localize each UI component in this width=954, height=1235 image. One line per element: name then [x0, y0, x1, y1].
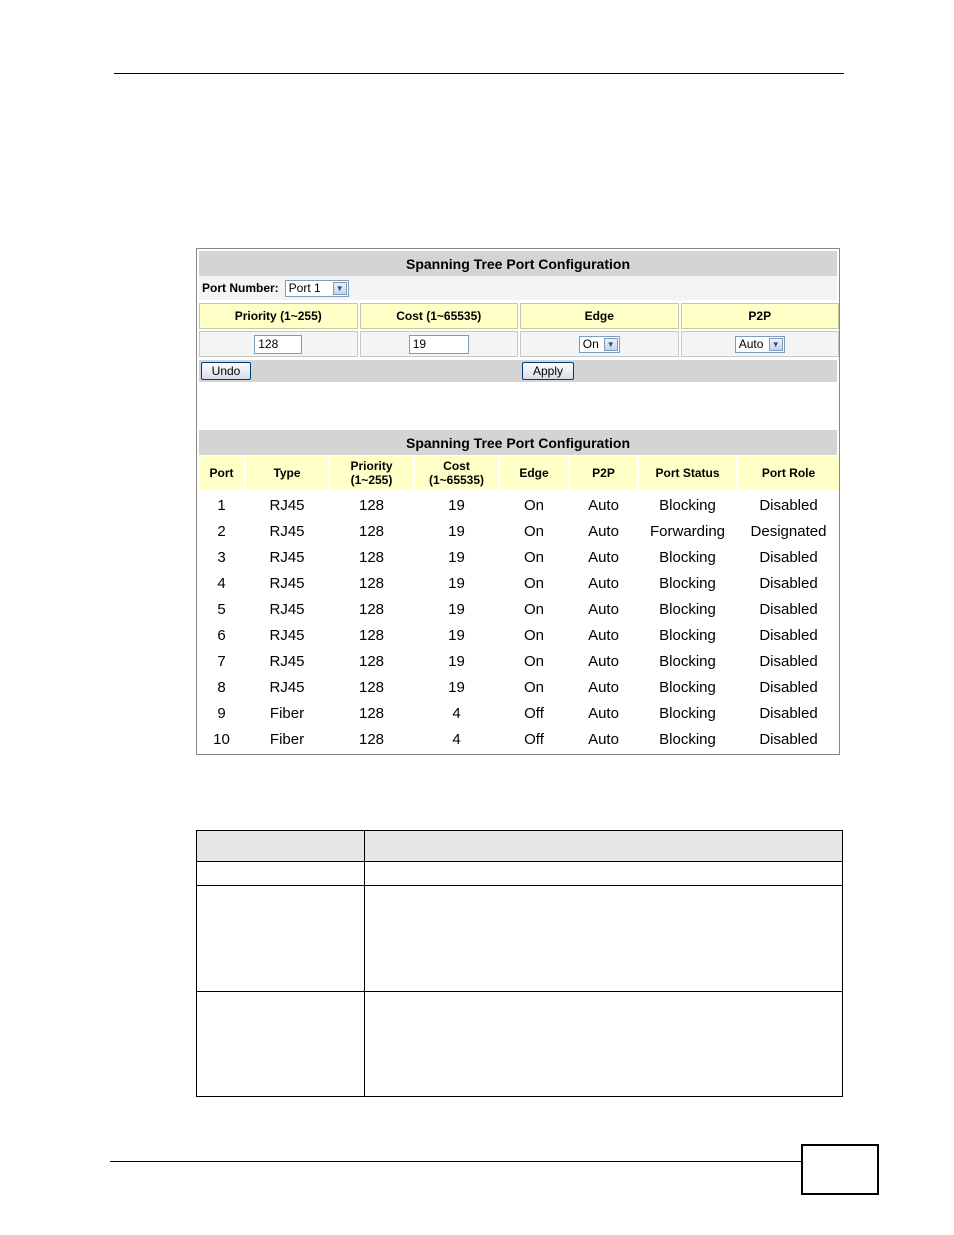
table-row [199, 727, 839, 753]
port-cell: 9 [217, 705, 226, 723]
undo-button[interactable]: Undo [201, 362, 251, 380]
status-table-body [199, 492, 839, 753]
edge-cell: On [523, 548, 544, 566]
cost-input[interactable]: 19 [409, 335, 469, 354]
edge-header: Edge [520, 303, 679, 329]
cost-cell: 19 [448, 548, 465, 566]
type-cell: Fiber [269, 705, 305, 723]
port-role-cell: Designated [750, 522, 827, 540]
port-status-cell: Blocking [659, 679, 716, 697]
edge-cell: On [523, 600, 544, 618]
port-status-cell: Blocking [659, 653, 716, 671]
stp-port-config-panel [196, 248, 840, 755]
edge-select[interactable] [579, 336, 620, 353]
type-cell: RJ45 [269, 600, 305, 618]
edge-cell: On [523, 653, 544, 671]
table-row [199, 701, 839, 727]
port-role-cell: Disabled [759, 705, 818, 723]
table-row [199, 570, 839, 596]
priority-cell: 128 [358, 574, 385, 592]
description-table-row [197, 886, 842, 992]
cost-cell [360, 331, 519, 357]
p2p-cell: Auto [588, 574, 619, 592]
port-cell: 7 [217, 653, 226, 671]
table-row [199, 675, 839, 701]
p2p-cell: Auto [588, 653, 619, 671]
p2p-cell: Auto [588, 496, 619, 514]
port-status-cell: Blocking [659, 600, 716, 618]
p2p-cell: Auto [588, 522, 619, 540]
port-role-cell: Disabled [759, 679, 818, 697]
cost-cell: 19 [448, 522, 465, 540]
table-row [199, 649, 839, 675]
page-number-box [801, 1144, 879, 1195]
type-cell: RJ45 [269, 653, 305, 671]
description-table-row [197, 992, 842, 1096]
port-number-select[interactable] [285, 280, 349, 297]
type-cell: RJ45 [269, 522, 305, 540]
chevron-down-icon: ▼ [333, 282, 347, 295]
description-table-row [197, 862, 842, 886]
description-table-column-divider [364, 831, 365, 1096]
top-rule [114, 73, 844, 74]
status-section-title: Spanning Tree Port Configuration [199, 430, 837, 455]
p2p-select[interactable] [735, 336, 785, 353]
edge-cell: Off [524, 731, 544, 749]
port-cell: 5 [217, 600, 226, 618]
port-status-cell: Blocking [659, 548, 716, 566]
table-row [199, 622, 839, 648]
type-cell: RJ45 [269, 679, 305, 697]
table-row [199, 544, 839, 570]
port-role-cell: Disabled [759, 653, 818, 671]
cost-col-header: Cost (1~65535) [415, 456, 498, 490]
cost-cell: 19 [448, 627, 465, 645]
port-status-cell: Blocking [659, 496, 716, 514]
status-header-row [199, 456, 839, 490]
port-col-header: Port [199, 456, 244, 490]
p2p-cell: Auto [588, 548, 619, 566]
priority-cell: 128 [358, 705, 385, 723]
cost-cell: 19 [448, 496, 465, 514]
table-row [199, 492, 839, 518]
port-role-cell: Disabled [759, 731, 818, 749]
p2p-cell: Auto [588, 731, 619, 749]
description-table-header [197, 831, 842, 862]
edge-cell: On [523, 574, 544, 592]
priority-cell: 128 [358, 600, 385, 618]
p2p-cell: Auto [588, 679, 619, 697]
port-number-value: Port 1 [288, 281, 321, 295]
port-cell: 10 [213, 731, 230, 749]
port-cell: 2 [217, 522, 226, 540]
priority-cell: 128 [358, 548, 385, 566]
edge-cell: On [523, 496, 544, 514]
edge-cell: Off [524, 705, 544, 723]
p2p-cell [681, 331, 840, 357]
priority-cell: 128 [358, 522, 385, 540]
type-cell: RJ45 [269, 496, 305, 514]
priority-cell: 128 [358, 653, 385, 671]
p2p-cell: Auto [588, 600, 619, 618]
priority-col-header: Priority (1~255) [330, 456, 413, 490]
port-cell: 6 [217, 627, 226, 645]
port-cell: 1 [217, 496, 226, 514]
port-role-cell: Disabled [759, 574, 818, 592]
type-cell: Fiber [269, 731, 305, 749]
priority-cell: 128 [358, 496, 385, 514]
chevron-down-icon: ▼ [604, 338, 618, 351]
type-col-header: Type [246, 456, 328, 490]
config-header-row [199, 303, 839, 329]
cost-cell: 19 [448, 574, 465, 592]
cost-cell: 4 [452, 731, 461, 749]
config-value-row [199, 331, 839, 357]
port-role-cell: Disabled [759, 496, 818, 514]
edge-cell: On [523, 679, 544, 697]
port-role-cell: Disabled [759, 627, 818, 645]
edge-cell: On [523, 522, 544, 540]
edge-col-header: Edge [500, 456, 568, 490]
description-table [196, 830, 843, 1097]
button-bar [199, 360, 837, 382]
port-status-cell: Blocking [659, 574, 716, 592]
type-cell: RJ45 [269, 574, 305, 592]
priority-cell: 128 [358, 679, 385, 697]
bottom-rule [110, 1161, 802, 1162]
port-role-cell: Disabled [759, 600, 818, 618]
config-section-title: Spanning Tree Port Configuration [199, 251, 837, 276]
cost-cell: 4 [452, 705, 461, 723]
priority-header: Priority (1~255) [199, 303, 358, 329]
apply-button[interactable]: Apply [522, 362, 574, 380]
port-cell: 8 [217, 679, 226, 697]
port-status-cell: Blocking [659, 705, 716, 723]
type-cell: RJ45 [269, 548, 305, 566]
port-role-col-header: Port Role [738, 456, 839, 490]
port-status-cell: Blocking [659, 731, 716, 749]
type-cell: RJ45 [269, 627, 305, 645]
port-status-cell: Blocking [659, 627, 716, 645]
edge-cell: On [523, 627, 544, 645]
p2p-select-value: Auto [738, 337, 764, 351]
table-row [199, 518, 839, 544]
cost-cell: 19 [448, 600, 465, 618]
p2p-header: P2P [681, 303, 840, 329]
edge-select-value: On [582, 337, 599, 351]
port-status-cell: Forwarding [649, 522, 726, 540]
priority-cell: 128 [358, 731, 385, 749]
p2p-col-header: P2P [570, 456, 637, 490]
p2p-cell: Auto [588, 705, 619, 723]
cost-header: Cost (1~65535) [360, 303, 519, 329]
port-number-label: Port Number: [202, 281, 279, 295]
edge-cell [520, 331, 679, 357]
priority-cell [199, 331, 358, 357]
table-row [199, 596, 839, 622]
chevron-down-icon: ▼ [769, 338, 783, 351]
cost-cell: 19 [448, 653, 465, 671]
port-role-cell: Disabled [759, 548, 818, 566]
priority-input[interactable]: 128 [254, 335, 302, 354]
cost-cell: 19 [448, 679, 465, 697]
port-cell: 4 [217, 574, 226, 592]
p2p-cell: Auto [588, 627, 619, 645]
priority-cell: 128 [358, 627, 385, 645]
port-number-row [199, 276, 837, 300]
port-cell: 3 [217, 548, 226, 566]
port-status-col-header: Port Status [639, 456, 736, 490]
